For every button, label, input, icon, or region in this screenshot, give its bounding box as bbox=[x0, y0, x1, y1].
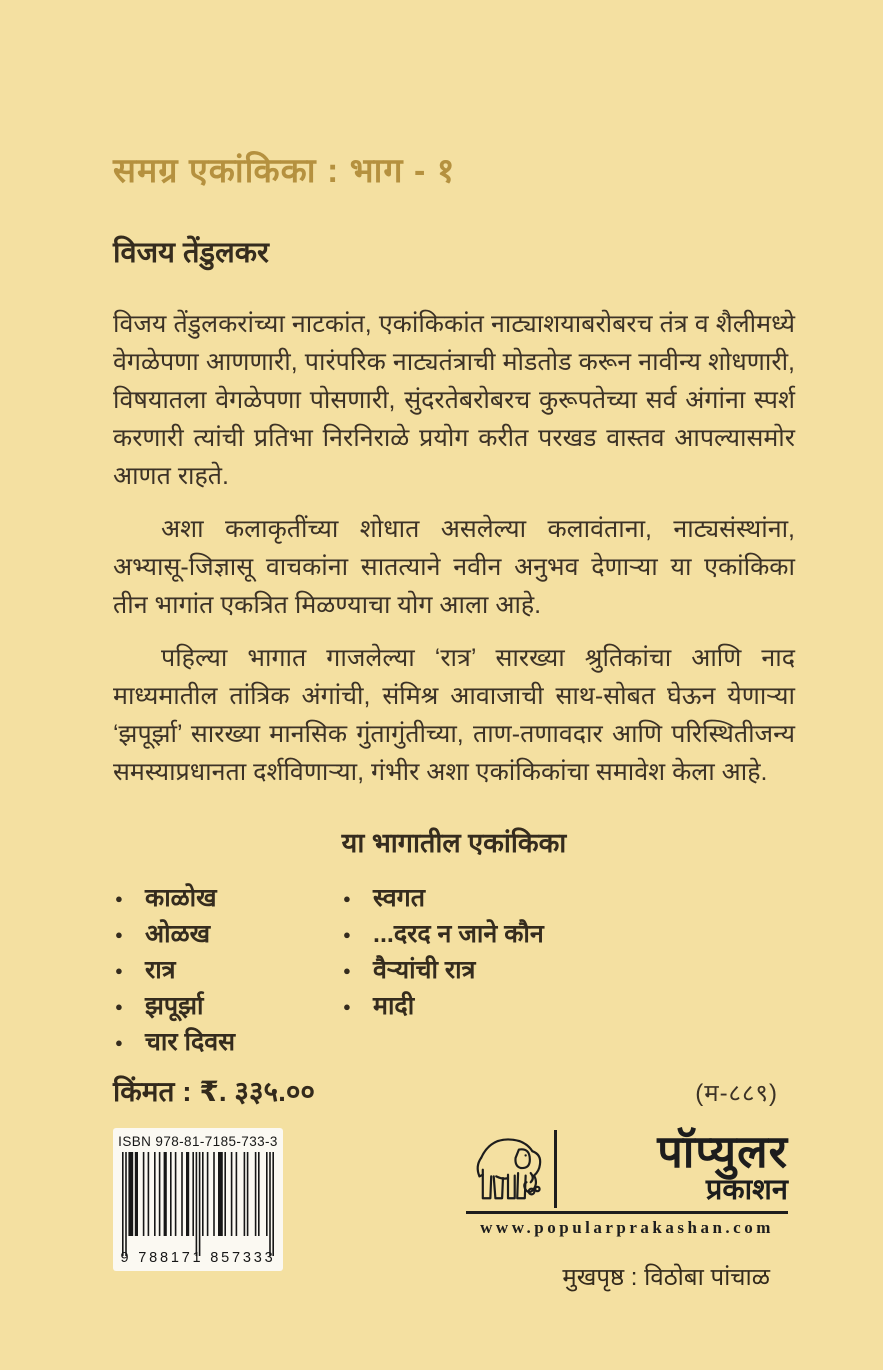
barcode-icon bbox=[122, 1152, 274, 1256]
contents-column-2 bbox=[341, 880, 795, 1060]
logo-divider bbox=[554, 1130, 557, 1208]
list-item: ● वैऱ्यांची रात्र bbox=[341, 952, 795, 988]
page-title: समग्र एकांकिका : भाग - १ bbox=[113, 152, 456, 190]
list-item: ● रात्र bbox=[113, 952, 341, 988]
price-row bbox=[113, 1072, 788, 1110]
list-item: ● स्वगत bbox=[341, 880, 795, 916]
publisher-block bbox=[466, 1125, 788, 1293]
isbn-digits: 9 788171 857333 bbox=[120, 1250, 276, 1266]
footer-row bbox=[113, 1125, 788, 1293]
publisher-website: www.popularprakashan.com bbox=[480, 1218, 774, 1237]
publisher-name-line2: प्रकाशन bbox=[705, 1173, 788, 1206]
list-item: ● मादी bbox=[341, 988, 795, 1024]
list-item: ● काळोख bbox=[113, 880, 341, 916]
contents-list bbox=[113, 880, 795, 1060]
publisher-name-line1: पॉप्युलर bbox=[657, 1125, 788, 1177]
elephant-icon bbox=[466, 1128, 550, 1208]
blurb-paragraph: पहिल्या भागात गाजलेल्या ‘रात्र’ सारख्या श्रुतिकांचा आणि नाद माध्यमातील तांत्रिक अंगांची, संमिश्र आवाजाची साथ-सोबत घेऊन येणाऱ्या ‘झपूर्झा’ सारख्या मानसिक गुंतागुंतीच्या, ताण-तणावदार आणि परिस्थितीजन्य समस्याप्रधानता दर्शविणाऱ्या, गंभीर अशा एकांकिकांचा समावेश केला आहे. bbox=[113, 644, 796, 786]
author-name: विजय तेंडुलकर bbox=[113, 237, 269, 269]
price-label: किंमत : ₹. ३३५.०० bbox=[113, 1076, 315, 1107]
list-item: ● ...दरद न जाने कौन bbox=[341, 916, 795, 952]
blurb-paragraph: विजय तेंडुलकरांच्या नाटकांत, एकांकिकांत नाट्याशयाबरोबरच तंत्र व शैलीमध्ये वेगळेपणा आणणारी, पारंपरिक नाट्यतंत्राची मोडतोड करून नावीन्य शोधणारी, विषयातला वेगळेपणा पोसणारी, सुंदरतेबरोबरच कुरूपतेच्या सर्व अंगांना स्पर्श करणारी त्यांची प्रतिभा निरनिराळे प्रयोग करीत परखड वास्तव आपल्यासमोर आणत राहते. bbox=[113, 310, 795, 490]
publisher-name bbox=[567, 1125, 788, 1208]
isbn-label: ISBN 978-81-7185-733-3 bbox=[118, 1134, 278, 1149]
cover-content bbox=[113, 0, 795, 1060]
list-item: ● झपूर्झा bbox=[113, 988, 341, 1024]
list-item: ● चार दिवस bbox=[113, 1024, 341, 1060]
list-item: ● ओळख bbox=[113, 916, 341, 952]
publisher-logo bbox=[466, 1125, 788, 1208]
contents-heading: या भागातील एकांकिका bbox=[341, 828, 567, 858]
contents-column-1 bbox=[113, 880, 341, 1060]
logo-rule bbox=[466, 1211, 788, 1214]
edition-code: (म-८८९) bbox=[695, 1080, 778, 1107]
blurb-section bbox=[113, 305, 795, 791]
isbn-barcode bbox=[113, 1128, 283, 1271]
blurb-paragraph: अशा कलाकृतींच्या शोधात असलेल्या कलावंताना, नाट्यसंस्थांना, अभ्यासू-जिज्ञासू वाचकांना सातत्याने नवीन अनुभव देणाऱ्या या एकांकिका तीन भागांत एकत्रित मिळण्याचा योग आला आहे. bbox=[113, 515, 795, 619]
cover-credit: मुखपृष्ठ : विठोबा पांचाळ bbox=[562, 1264, 770, 1291]
